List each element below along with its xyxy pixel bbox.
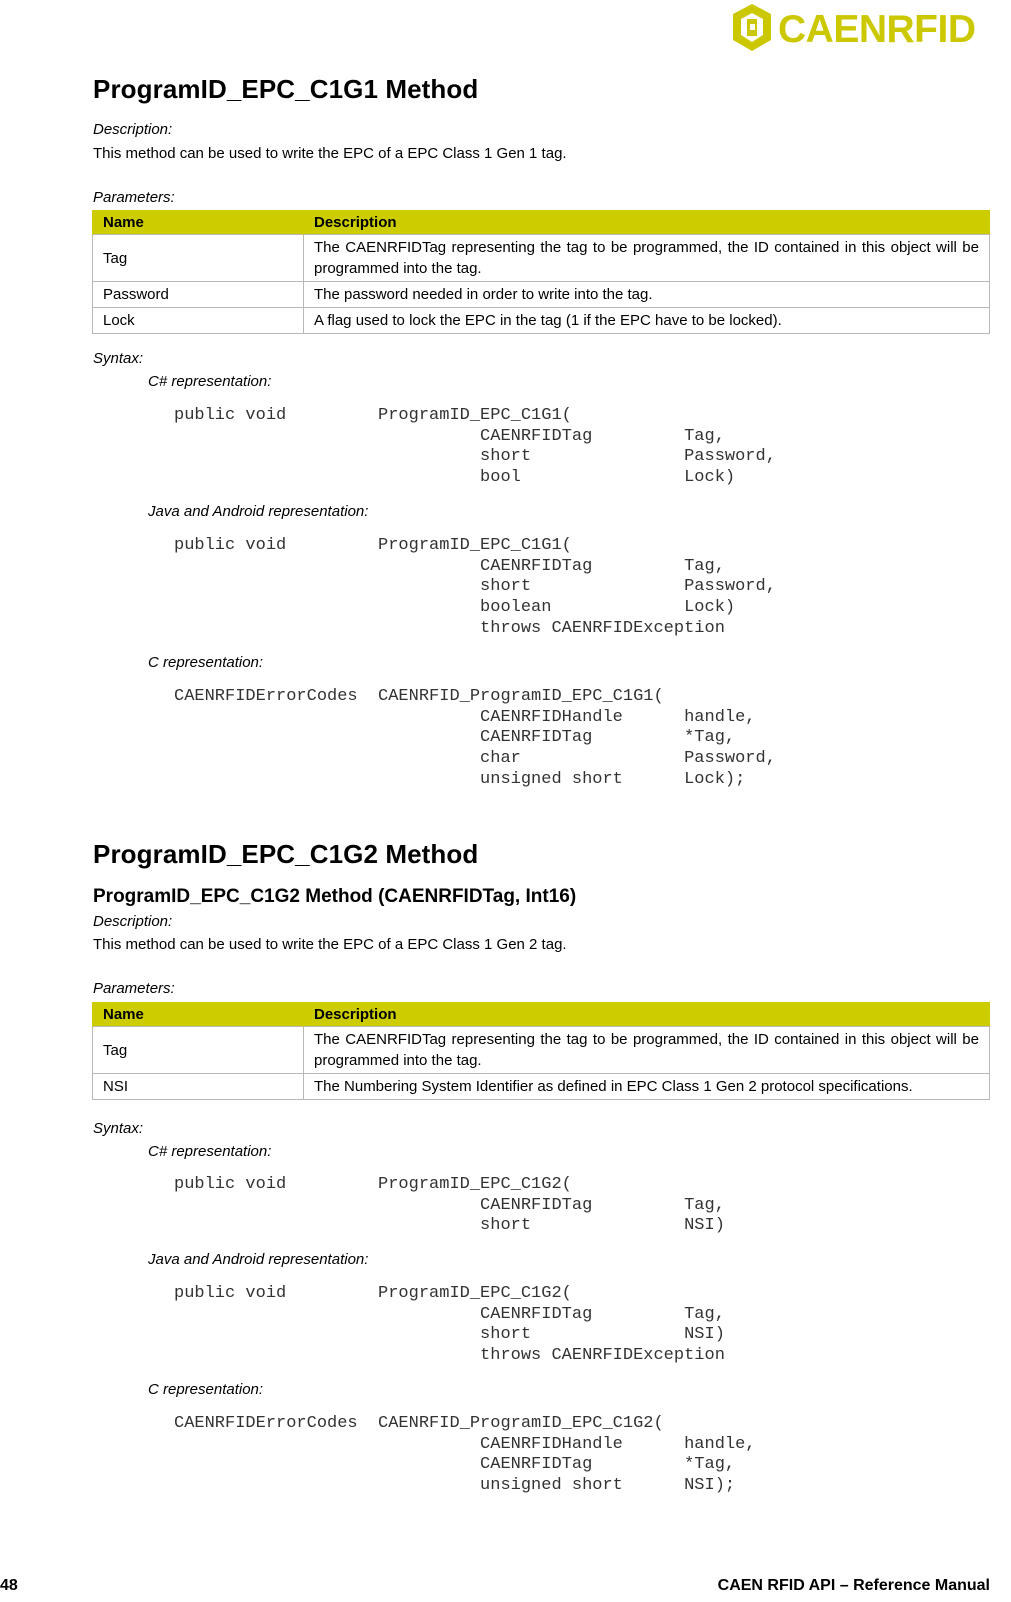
parameters-label: Parameters: xyxy=(93,980,175,997)
java-label: Java and Android representation: xyxy=(148,503,369,520)
table-row xyxy=(93,282,990,308)
param-name: Tag xyxy=(93,235,304,282)
java-code: public void ProgramID_EPC_C1G2( CAENRFIDTag Tag, short NSI) throws CAENRFIDException xyxy=(174,1284,725,1366)
csharp-label: C# representation: xyxy=(148,373,272,390)
c-code: CAENRFIDErrorCodes CAENRFID_ProgramID_EPC_C1G1( CAENRFIDHandle handle, CAENRFIDTag *Tag, char Password, unsigned short Lock); xyxy=(174,687,776,789)
param-name: Tag xyxy=(93,1027,304,1074)
parameters-label: Parameters: xyxy=(93,189,175,206)
parameters-table xyxy=(92,210,990,334)
c-label: C representation: xyxy=(148,654,264,671)
description-text: This method can be used to write the EPC of a EPC Class 1 Gen 2 tag. xyxy=(93,936,567,953)
param-description: The password needed in order to write into the tag. xyxy=(304,282,990,308)
param-name: NSI xyxy=(93,1074,304,1100)
c-label: C representation: xyxy=(148,1381,264,1398)
csharp-code: public void ProgramID_EPC_C1G2( CAENRFIDTag Tag, short NSI) xyxy=(174,1175,725,1236)
param-description: The CAENRFIDTag representing the tag to be programmed, the ID contained in this object will be programmed into the tag. xyxy=(304,235,990,282)
table-header-row xyxy=(93,1002,990,1027)
column-header-description: Description xyxy=(304,210,990,235)
section-subtitle: ProgramID_EPC_C1G2 Method (CAENRFIDTag, Int16) xyxy=(93,886,577,907)
table-row xyxy=(93,235,990,282)
description-label: Description: xyxy=(93,121,173,138)
param-name: Lock xyxy=(93,308,304,334)
csharp-label: C# representation: xyxy=(148,1143,272,1160)
description-text: This method can be used to write the EPC of a EPC Class 1 Gen 1 tag. xyxy=(93,145,567,162)
column-header-description: Description xyxy=(304,1002,990,1027)
caenrfid-logo xyxy=(728,2,1000,54)
c-code: CAENRFIDErrorCodes CAENRFID_ProgramID_EPC_C1G2( CAENRFIDHandle handle, CAENRFIDTag *Tag, unsigned short NSI); xyxy=(174,1414,756,1496)
java-label: Java and Android representation: xyxy=(148,1251,369,1268)
section-title: ProgramID_EPC_C1G1 Method xyxy=(93,74,479,104)
param-description: The Numbering System Identifier as defined in EPC Class 1 Gen 2 protocol specifications. xyxy=(304,1074,990,1100)
syntax-label: Syntax: xyxy=(93,350,144,367)
param-description: A flag used to lock the EPC in the tag (1 if the EPC have to be locked). xyxy=(304,308,990,334)
parameters-table xyxy=(92,1002,990,1100)
document-title: CAEN RFID API – Reference Manual xyxy=(717,1577,990,1594)
table-row xyxy=(93,1027,990,1074)
column-header-name: Name xyxy=(93,1002,304,1027)
logo-wordmark: CAENRFID xyxy=(778,8,976,51)
java-code: public void ProgramID_EPC_C1G1( CAENRFIDTag Tag, short Password, boolean Lock) throws CAENRFIDException xyxy=(174,536,776,638)
table-row xyxy=(93,308,990,334)
param-name: Password xyxy=(93,282,304,308)
section-title: ProgramID_EPC_C1G2 Method xyxy=(93,839,479,869)
page-number: 48 xyxy=(0,1577,18,1594)
table-header-row xyxy=(93,210,990,235)
param-description: The CAENRFIDTag representing the tag to be programmed, the ID contained in this object will be programmed into the tag. xyxy=(304,1027,990,1074)
table-row xyxy=(93,1074,990,1100)
syntax-label: Syntax: xyxy=(93,1120,144,1137)
description-label: Description: xyxy=(93,913,173,930)
csharp-code: public void ProgramID_EPC_C1G1( CAENRFIDTag Tag, short Password, bool Lock) xyxy=(174,406,776,488)
column-header-name: Name xyxy=(93,210,304,235)
